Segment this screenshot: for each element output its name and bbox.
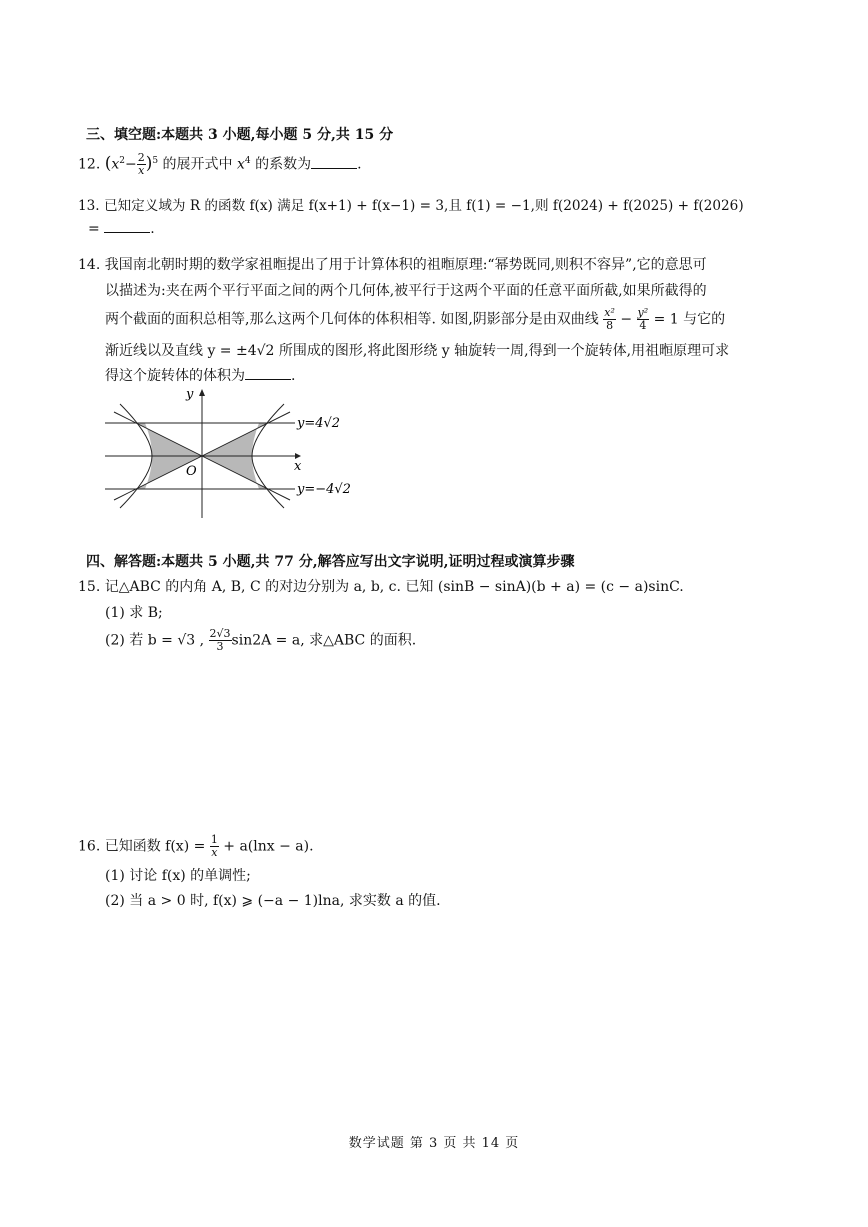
question-16-part2: (2) 当 a > 0 时, f(x) ⩾ (−a − 1)lna, 求实数 a 的值. [105,893,441,909]
question-12: 12. ($x^2-$ $\frac{2}{x}$ )$^5$ 的展开式中 $x^4$ 的系数为 . [78,151,362,177]
exponent: 2 [119,155,125,166]
section-4-heading: 四、解答题:本题共 5 小题,共 77 分,解答应写出文字说明,证明过程或演算步骤 [86,554,575,570]
fraction-2sqrt3-3: $\frac{2√3}{3}$ [209,627,231,653]
period: . [357,156,362,173]
question-text: 已知函数 f(x) = [104,838,210,855]
question-14-line4: 渐近线以及直线 y = ±4√2 所围成的图形,将此图形绕 y 轴旋转一周,得到一个旋转体,用祖暅原理可求 [105,343,730,359]
answer-blank[interactable] [245,367,291,380]
question-text: (2) 若 b = √3 , [105,632,209,649]
question-14-line3 [105,307,725,332]
answer-blank[interactable] [104,220,150,233]
exponent: 5 [152,155,159,166]
question-number: 15. [78,579,101,595]
page-footer: 数学试题 第 3 页 共 14 页 [348,1136,520,1151]
text: 的系数为 [250,156,312,173]
question-text: 两个截面的面积总相等,那么这两个几何体的体积相等. 如图,阴影部分是由双曲线 [105,311,604,328]
question-text: sin2A = a, 求△ABC 的面积. [231,632,417,649]
question-text: 记△ABC 的内角 A, B, C 的对边分别为 a, b, c. 已知 (sinB − sinA)(b + a) = (c − a)sinC. [104,579,684,595]
section-3-heading: 三、填空题:本题共 3 小题,每小题 5 分,共 15 分 [86,127,394,143]
x-axis-label: x [294,459,302,474]
question-15 [78,576,684,596]
question-text: 得这个旋转体的体积为 [105,368,245,384]
question-16 [78,834,314,859]
question-number: 14. [78,257,101,273]
fraction-y2-4: $\frac{\text{y²}}{4}$ [637,306,649,332]
question-number: 13. [78,198,100,214]
question-15-part2 [105,628,416,653]
y-axis-label: y [186,387,194,402]
exponent: 4 [244,155,251,166]
hyperbola-figure [100,386,370,522]
fraction: $\frac{2}{x}$ [137,151,145,177]
question-15-part1: (1) 求 B; [105,605,163,621]
close-paren: ) [145,153,153,174]
question-14-line1 [78,254,707,274]
period: . [150,221,155,237]
lower-line-label: y=−4√2 [297,482,351,497]
minus-sign: − [615,311,637,328]
question-13 [78,194,744,214]
origin-label: O [186,464,197,479]
variable: x [237,156,245,173]
question-text: 已知定义域为 R 的函数 f(x) 满足 f(x+1) + f(x−1) = 3,且 f(1) = −1,则 f(2024) + f(2025) + f(2026) [103,198,744,214]
question-16-part1: (1) 讨论 f(x) 的单调性; [105,868,251,884]
period: . [291,368,296,384]
text: 的展开式中 [158,156,238,173]
question-number: 16. [78,838,101,855]
fraction-x2-8: $\frac{\text{x²}}{8}$ [604,306,615,332]
question-text: 我国南北朝时期的数学家祖暅提出了用于计算体积的祖暅原理:“幂势既同,则积不容异”,它的意思可 [104,257,707,273]
question-text: + a(lnx − a). [218,838,314,855]
question-13-line2 [88,220,155,237]
answer-blank[interactable] [311,156,357,169]
question-text: = 1 与它的 [649,311,726,328]
minus-sign: − [125,156,137,173]
y-axis-arrow [199,389,205,396]
upper-line-label: y=4√2 [297,416,341,431]
question-14-line2: 以描述为:夹在两个平行平面之间的两个几何体,被平行于这两个平面的任意平面所截,如果所截得的 [105,283,707,299]
question-number: 12. [78,156,101,173]
fraction-1-x: $\frac{1}{x}$ [210,833,218,859]
equals-sign: = [88,221,105,237]
question-14-line5 [105,365,295,385]
